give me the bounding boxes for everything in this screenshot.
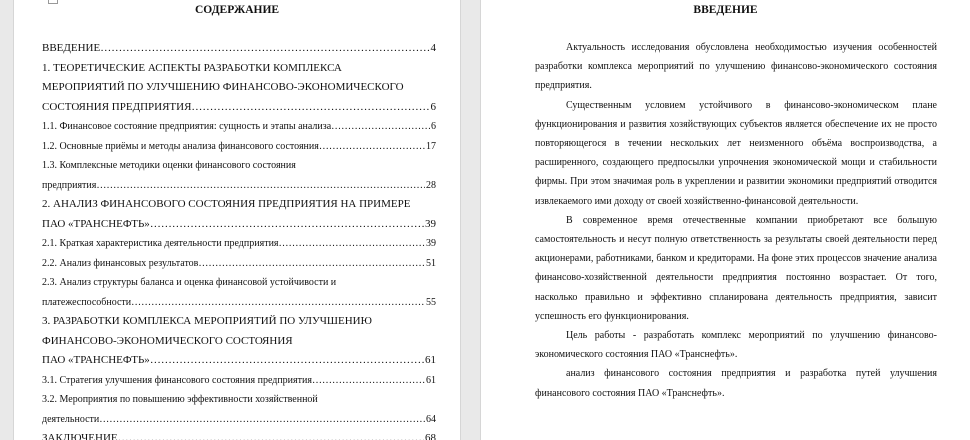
toc-page xyxy=(14,0,460,440)
toc-line-text: предприятия …………………………………………………………………………………………………………………………………………………………………………………… xyxy=(42,176,436,196)
intro-paragraph: анализ финансового состояния предприятия и разработка путей улучшения финансового состояния ПАО «Транснефть». xyxy=(535,368,937,399)
toc-page-number: 64 xyxy=(425,410,436,430)
toc-line-text: 2.2. Анализ финансовых результатов …………………………………………………………………………………………………………………………………………………………………………………… xyxy=(42,254,436,274)
toc-page-number: 17 xyxy=(425,137,436,157)
toc-line[interactable] xyxy=(42,332,436,352)
toc-line[interactable] xyxy=(42,176,436,196)
toc-page-number: 68 xyxy=(424,429,436,440)
toc-line[interactable] xyxy=(42,312,436,332)
toc-line-text: 1.3. Комплексные методики оценки финансового состояния xyxy=(42,160,296,171)
toc-page-number: 61 xyxy=(424,351,436,371)
toc-line[interactable] xyxy=(42,410,436,430)
toc-line[interactable] xyxy=(42,390,436,410)
intro-page xyxy=(481,0,970,440)
toc-line-text: деятельности …………………………………………………………………………………………………………………………………………………………………………………… xyxy=(42,410,436,430)
toc-page-number: 61 xyxy=(425,371,436,391)
toc-page-number: 6 xyxy=(430,117,436,137)
toc-list xyxy=(42,39,436,440)
toc-page-number: 39 xyxy=(424,215,436,235)
toc-page-number: 39 xyxy=(425,234,436,254)
toc-line[interactable] xyxy=(42,234,436,254)
toc-line-text: 3.2. Мероприятия по повышению эффективности хозяйственной xyxy=(42,394,318,405)
toc-line-text: ЗАКЛЮЧЕНИЕ …………………………………………………………………………………………………………………………………………………………………………………… xyxy=(42,429,436,440)
toc-line[interactable] xyxy=(42,59,436,79)
toc-line[interactable] xyxy=(42,351,436,371)
toc-line[interactable] xyxy=(42,39,436,59)
toc-line[interactable] xyxy=(42,293,436,313)
toc-line[interactable] xyxy=(42,371,436,391)
toc-page-number: 6 xyxy=(430,98,437,118)
intro-paragraph: В современное время отечественные компании приобретают все большую самостоятельность и несут полную ответственность за результаты своей деятельности перед акционерами, работниками, банком и кредиторами. На фоне этих процессов значение анализа финансово-хозяйственной деятельности предприятия постоянно возрастает. От того, насколько правильно и эффективно спланирована деятельность предприятия, зависит успешность его функционирования. xyxy=(535,214,937,322)
toc-line[interactable] xyxy=(42,137,436,157)
toc-line[interactable] xyxy=(42,254,436,274)
toc-line[interactable] xyxy=(42,156,436,176)
toc-page-number: 51 xyxy=(425,254,436,274)
toc-line-text: платежеспособности …………………………………………………………………………………………………………………………………………………………………………………… xyxy=(42,293,436,313)
toc-line[interactable] xyxy=(42,78,436,98)
toc-line-text: 3.1. Стратегия улучшения финансового состояния предприятия …………………………………………………………………………………………………………………………………………………………………………………… xyxy=(42,371,436,391)
toc-line-text: 2.1. Краткая характеристика деятельности предприятия …………………………………………………………………………………………………………………………………………………………………………………… xyxy=(42,234,436,254)
toc-line-text: 3. РАЗРАБОТКИ КОМПЛЕКСА МЕРОПРИЯТИЙ ПО УЛУЧШЕНИЮ xyxy=(42,315,372,327)
toc-page-number: 4 xyxy=(430,39,437,59)
toc-line[interactable] xyxy=(42,273,436,293)
toc-line-text: ВВЕДЕНИЕ …………………………………………………………………………………………………………………………………………………………………………………… xyxy=(42,39,436,59)
toc-line[interactable] xyxy=(42,429,436,440)
intro-title: ВВЕДЕНИЕ xyxy=(693,4,758,16)
toc-line-text: ПАО «ТРАНСНЕФТЬ» …………………………………………………………………………………………………………………………………………………………………………………… xyxy=(42,215,436,235)
toc-line-text: МЕРОПРИЯТИЙ ПО УЛУЧШЕНИЮ ФИНАНСОВО-ЭКОНОМИЧЕСКОГО xyxy=(42,81,404,93)
toc-line[interactable] xyxy=(42,195,436,215)
toc-line-text: ФИНАНСОВО-ЭКОНОМИЧЕСКОГО СОСТОЯНИЯ xyxy=(42,334,293,347)
toc-line-text: ПАО «ТРАНСНЕФТЬ» …………………………………………………………………………………………………………………………………………………………………………………… xyxy=(42,351,436,371)
toc-line[interactable] xyxy=(42,98,436,118)
toc-line-text: 2.3. Анализ структуры баланса и оценка финансовой устойчивости и xyxy=(42,277,337,288)
intro-body xyxy=(535,38,937,403)
toc-line-text: 1.2. Основные приёмы и методы анализа финансового состояния …………………………………………………………………………………………………………………………………………………………………………………… xyxy=(42,137,436,157)
toc-title: СОДЕРЖАНИЕ xyxy=(194,4,280,16)
intro-paragraph: Существенным условием устойчивого в финансово-экономическом плане функционирования и развития хозяйствующих субъектов является обеспечение их не просто повторяющегося в течении нескольких лет неизменного объёма воспроизводства, а расширенного, создающего предпосылки упрочнения экономической мощи и стабильности фирмы. При этом значимая роль в укреплении и развитии экономики предприятий отводится извлекаемого ими доходу от своей хозяйственно-финансовой деятельности. xyxy=(535,99,937,207)
toc-line[interactable] xyxy=(42,117,436,137)
intro-paragraph: Актуальность исследования обусловлена необходимостью изучения особенностей разработки комплекса мероприятий по улучшению финансово-экономического состояния предприятия. xyxy=(535,42,937,92)
toc-line-text: 1.1. Финансовое состояние предприятия: сущность и этапы анализа …………………………………………………………………………………………………………………………………………………………………………………… xyxy=(42,117,436,137)
toc-line-text: 1. ТЕОРЕТИЧЕСКИЕ АСПЕКТЫ РАЗРАБОТКИ КОМПЛЕКСА xyxy=(42,61,342,74)
intro-paragraph: Цель работы - разработать комплекс мероприятий по улучшению финансово-экономического состояния ПАО «Транснефть». xyxy=(535,330,937,361)
toc-line-text: СОСТОЯНИЯ ПРЕДПРИЯТИЯ …………………………………………………………………………………………………………………………………………………………………………………… xyxy=(42,98,436,118)
toc-line[interactable] xyxy=(42,215,436,235)
toc-page-number: 55 xyxy=(425,293,436,313)
toc-page-number: 28 xyxy=(425,176,436,196)
toc-line-text: 2. АНАЛИЗ ФИНАНСОВОГО СОСТОЯНИЯ ПРЕДПРИЯТИЯ НА ПРИМЕРЕ xyxy=(42,198,411,210)
